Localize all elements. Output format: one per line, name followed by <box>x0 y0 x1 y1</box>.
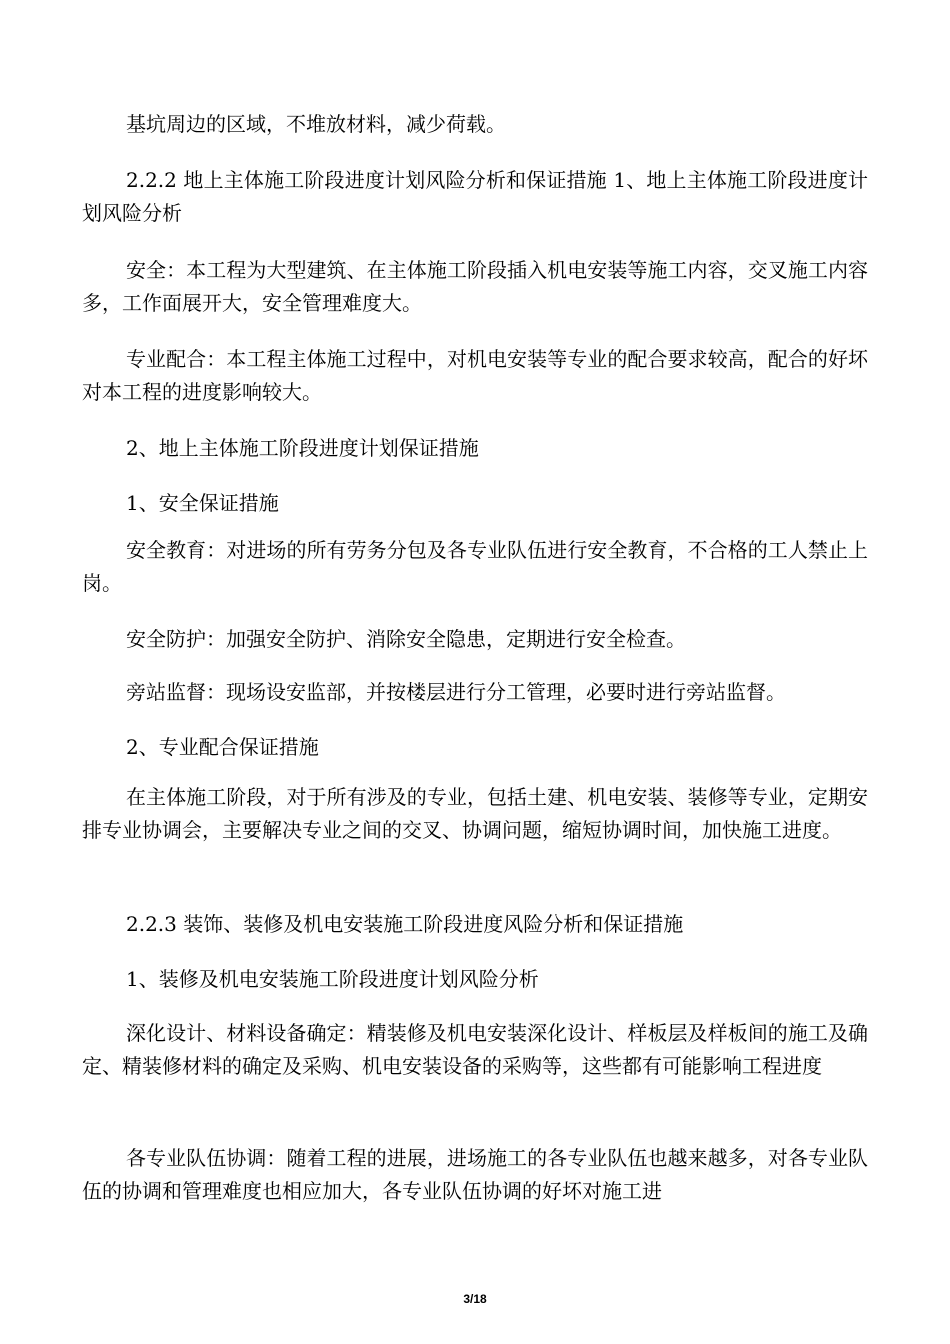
paragraph-site-supervision: 旁站监督：现场设安监部，并按楼层进行分工管理，必要时进行旁站监督。 <box>126 680 786 704</box>
paragraph-foundation-pit: 基坑周边的区域，不堆放材料，减少荷载。 <box>126 112 506 136</box>
paragraph-coordination-meetings: 在主体施工阶段，对于所有涉及的专业，包括土建、机电安装、装修等专业，定期安排专业协调会，主要解决专业之间的交叉、协调问题，缩短协调时间，加快施工进度。 <box>82 785 868 842</box>
page-number: 3/18 <box>463 1292 487 1306</box>
paragraph-deepened-design: 深化设计、材料设备确定：精装修及机电安装深化设计、样板层及样板间的施工及确定、精装修材料的确定及采购、机电安装设备的采购等，这些都有可能影响工程进度 <box>82 1021 868 1078</box>
subheading-coordination-measures: 2、专业配合保证措施 <box>126 735 319 759</box>
subheading-guarantee-measures: 2、地上主体施工阶段进度计划保证措施 <box>126 436 479 460</box>
paragraph-coordination-risk: 专业配合：本工程主体施工过程中，对机电安装等专业的配合要求较高，配合的好坏对本工程的进度影响较大。 <box>82 347 868 404</box>
paragraph-team-coordination: 各专业队伍协调：随着工程的进展，进场施工的各专业队伍也越来越多，对各专业队伍的协调和管理难度也相应加大，各专业队伍协调的好坏对施工进 <box>82 1146 868 1203</box>
paragraph-safety-risk: 安全：本工程为大型建筑、在主体施工阶段插入机电安装等施工内容，交叉施工内容多，工作面展开大，安全管理难度大。 <box>82 258 868 315</box>
paragraph-safety-education: 安全教育：对进场的所有劳务分包及各专业队伍进行安全教育，不合格的工人禁止上岗。 <box>82 538 868 595</box>
section-heading-2-2-2: 2.2.2 地上主体施工阶段进度计划风险分析和保证措施 1、地上主体施工阶段进度计划风险分析 <box>82 168 868 225</box>
paragraph-safety-protection: 安全防护：加强安全防护、消除安全隐患，定期进行安全检查。 <box>126 627 686 651</box>
subheading-decoration-risk: 1、装修及机电安装施工阶段进度计划风险分析 <box>126 967 539 991</box>
section-heading-2-2-3: 2.2.3 装饰、装修及机电安装施工阶段进度风险分析和保证措施 <box>126 912 684 936</box>
subheading-safety-measures: 1、安全保证措施 <box>126 491 279 515</box>
